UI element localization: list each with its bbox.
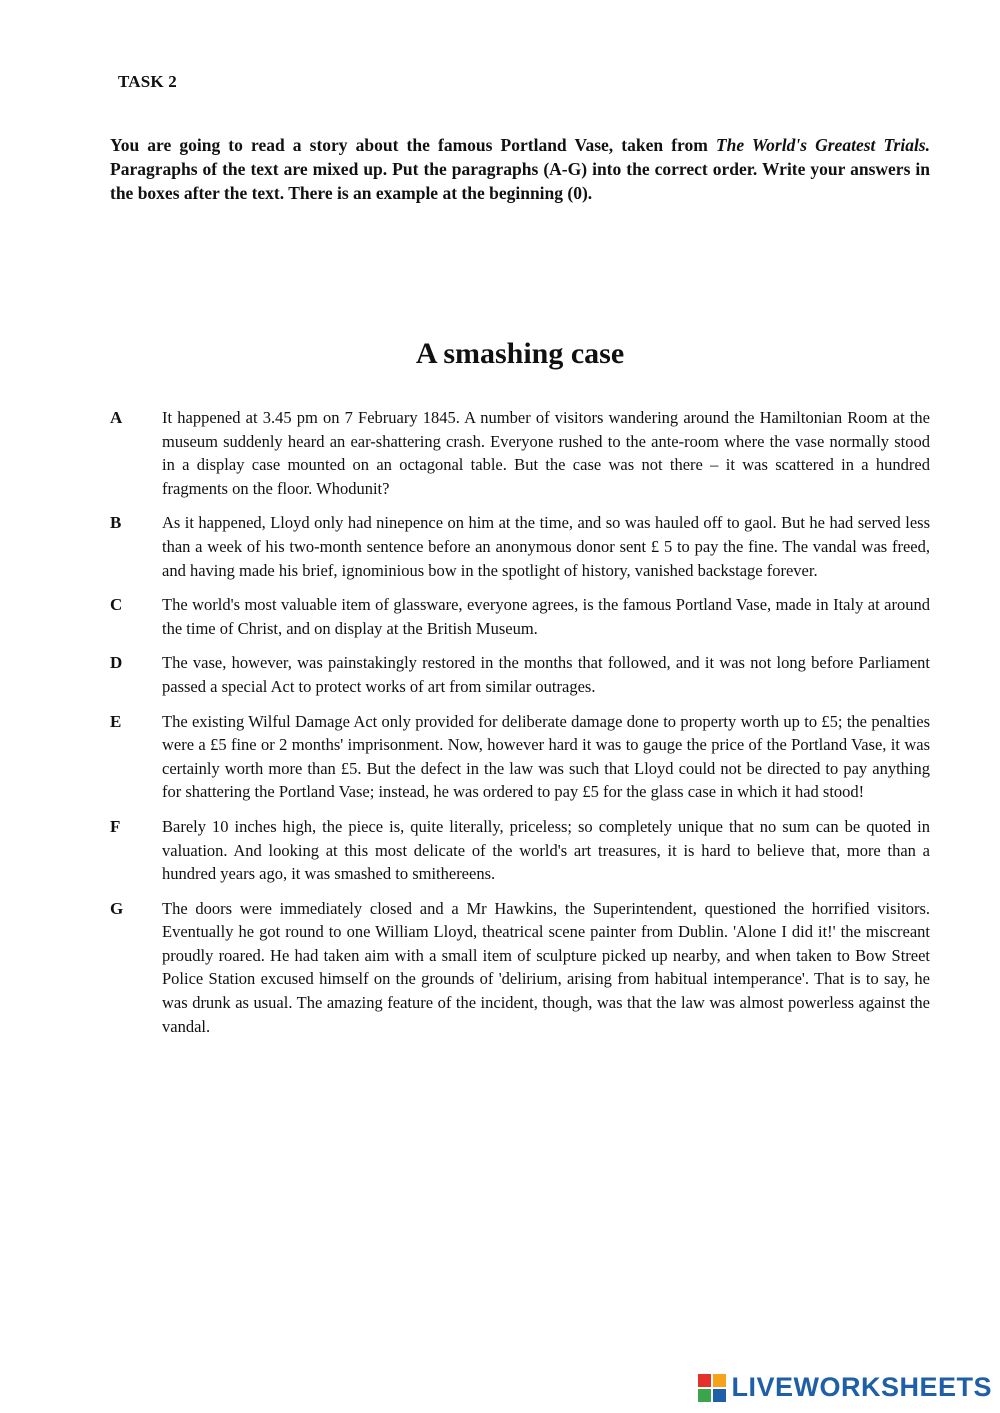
paragraph-b — [110, 511, 930, 582]
paragraph-text: The doors were immediately closed and a Mr Hawkins, the Superintendent, questioned the horrified visitors. Eventually he got round to one William Lloyd, theatrical scene painter from Dublin. 'Alone I did it!' the miscreant proudly roared. He had taken aim with a small item of sculpture picked up nearby, and when taken to Bow Street Police Station excused himself on the grounds of 'delirium, arising from habitual intemperance'. That is to say, he was drunk as usual. The amazing feature of the incident, though, was that the law was almost powerless against the vandal. — [162, 898, 930, 1036]
page-title: A smashing case — [415, 337, 625, 370]
instructions-part2: Paragraphs of the text are mixed up. Put the paragraphs (A-G) into the correct order. Write your answers in the boxes after the text. There is an example at the beginning (0). — [110, 159, 930, 203]
source-title: The World's Greatest Trials. — [715, 135, 930, 155]
paragraph-text: The existing Wilful Damage Act only provided for deliberate damage done to property worth up to £5; the penalties were a £5 fine or 2 months' imprisonment. Now, however hard it was to gauge the price of the Portland Vase, it was certainly worth more than £5. But the defect in the law was such that Lloyd could not be directed to pay anything for shattering the Portland Vase; instead, he was ordered to pay £5 for the glass case in which it had stood! — [162, 711, 930, 802]
paragraph-letter: F — [110, 816, 121, 836]
paragraph-text: Barely 10 inches high, the piece is, quite literally, priceless; so completely unique that no sum can be quoted in valuation. And looking at this most delicate of the world's art treasures, it is hard to believe that, more than a hundred years ago, it was smashed to smithereens. — [162, 816, 930, 884]
paragraph-text: It happened at 3.45 pm on 7 February 1845. A number of visitors wandering around the Hamiltonian Room at the museum suddenly heard an ear-shattering crash. Everyone rushed to the ante-room where the vase normally stood in a display case mounted on an octagonal table. But the case was not there – it was scattered in a hundred fragments on the floor. Whodunit? — [162, 408, 930, 498]
paragraph-letter: G — [110, 898, 124, 918]
paragraph-f — [110, 815, 930, 886]
paragraph-letter: B — [110, 513, 122, 533]
paragraph-g — [110, 897, 930, 1039]
paragraph-letter: C — [110, 595, 123, 615]
liveworksheets-watermark[interactable] — [697, 1372, 992, 1403]
paragraph-a — [110, 406, 930, 500]
paragraph-text: The vase, however, was painstakingly restored in the months that followed, and it was not long before Parliament passed a special Act to protect works of art from similar outrages. — [162, 653, 930, 696]
paragraph-c — [110, 593, 930, 640]
liveworksheets-wordmark: LIVEWORKSHEETS — [731, 1372, 992, 1402]
instructions — [110, 133, 930, 205]
liveworksheets-logo-icon — [697, 1373, 727, 1403]
paragraph-letter: A — [110, 408, 123, 427]
paragraph-text: As it happened, Lloyd only had ninepence on him at the time, and so was hauled off to gaol. But he had served less than a week of his two-month sentence before an anonymous donor sent £ 5 to pay the fine. The vandal was freed, and having made his brief, ignominious bow in the spotlight of history, vanished backstage forever. — [162, 513, 930, 580]
paragraph-list — [110, 406, 930, 1049]
paragraph-text: The world's most valuable item of glassware, everyone agrees, is the famous Portland Vase, made in Italy at around the time of Christ, and on display at the British Museum. — [162, 595, 930, 638]
task-label: TASK 2 — [118, 72, 177, 91]
paragraph-e — [110, 710, 930, 804]
instructions-part1: You are going to read a story about the famous Portland Vase, taken from — [110, 135, 716, 155]
paragraph-letter: D — [110, 653, 123, 673]
paragraph-letter: E — [110, 711, 122, 731]
paragraph-d — [110, 651, 930, 698]
